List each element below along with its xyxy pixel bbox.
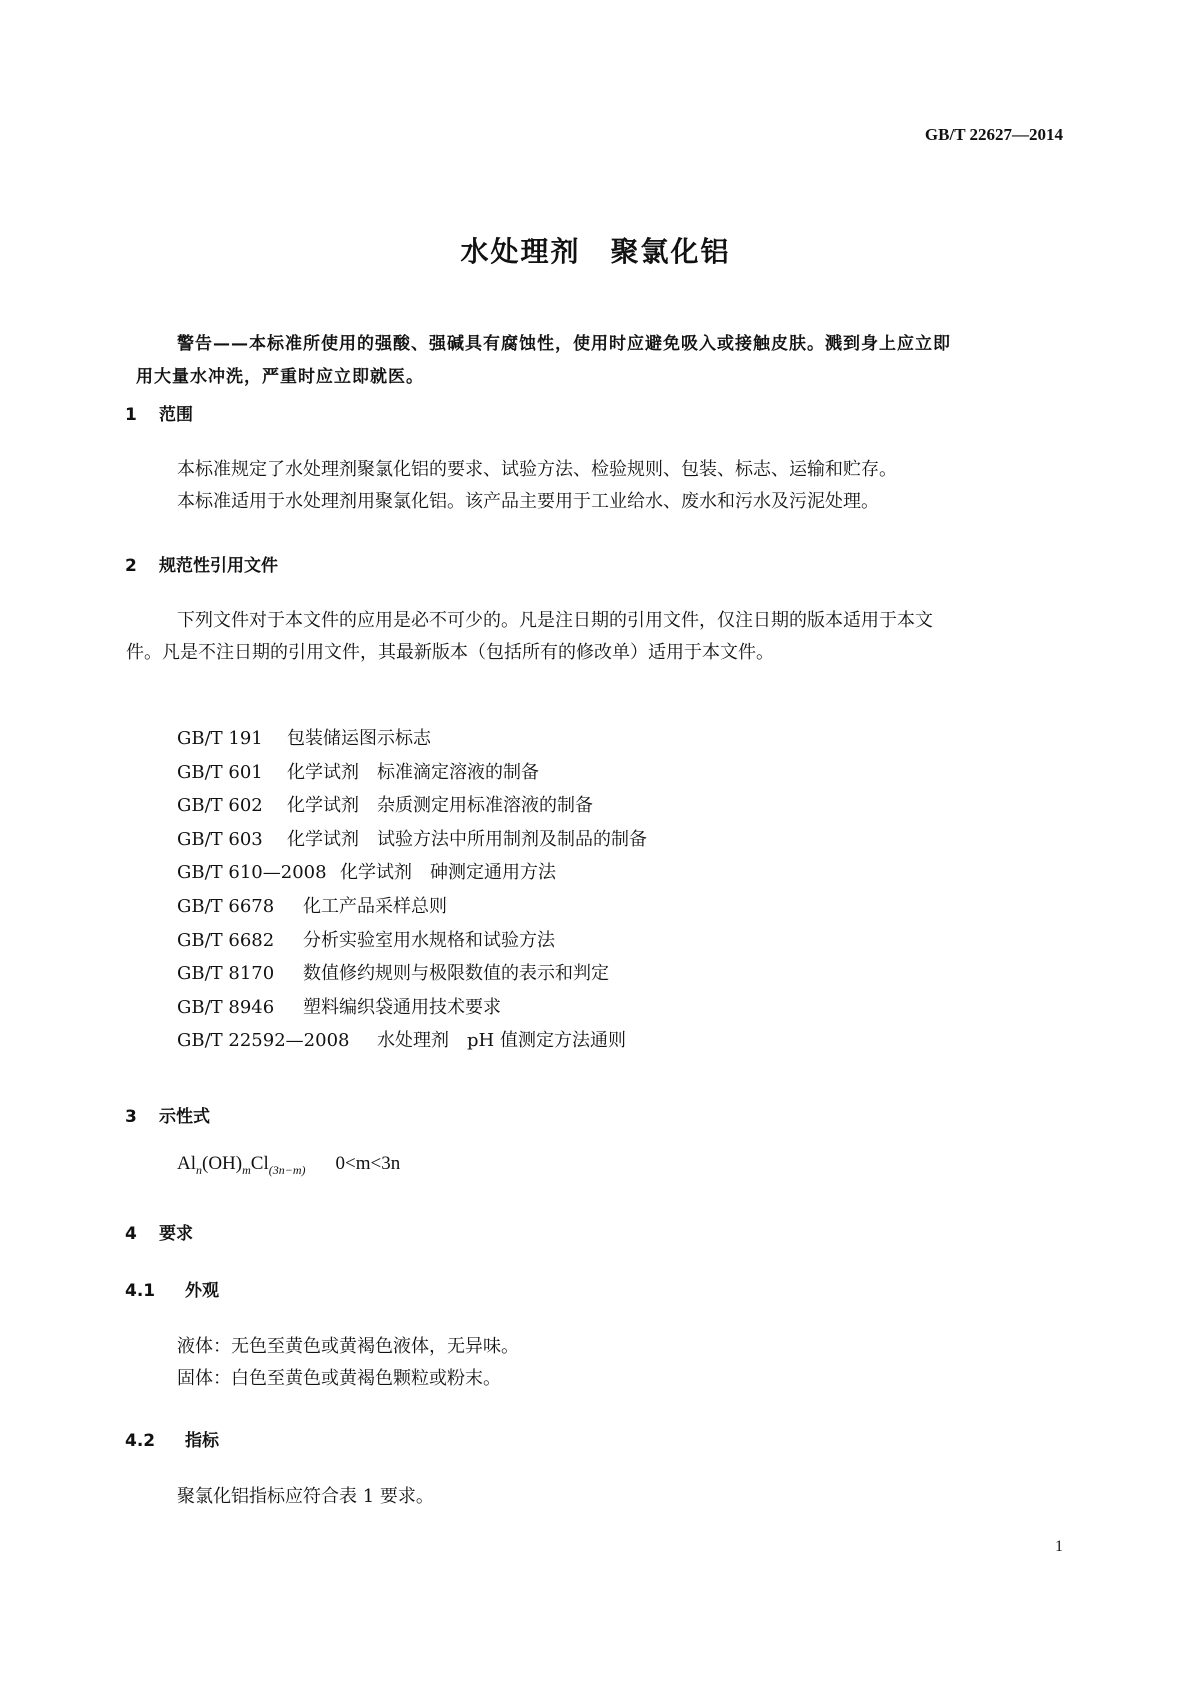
reference-item [177, 756, 647, 790]
appearance-paragraph: 固体：白色至黄色或黄褐色颗粒或粉末。 [177, 1368, 501, 1389]
page-number: 1 [1055, 1538, 1063, 1555]
reference-item [177, 722, 647, 756]
formula-oh-subscript: m [242, 1162, 251, 1177]
scope-paragraph: 本标准规定了水处理剂聚氯化铝的要求、试验方法、检验规则、包装、标志、运输和贮存。 [177, 459, 897, 480]
reference-code: GB/T 22592—2008 [177, 1030, 350, 1052]
reference-code: GB/T 6682 [177, 929, 275, 951]
reference-item [177, 890, 647, 924]
formula-al: Al [177, 1153, 196, 1174]
section-heading-requirements [125, 1219, 193, 1244]
reference-code: GB/T 6678 [177, 895, 275, 917]
reference-item [177, 823, 647, 857]
section-title: 要求 [159, 1224, 193, 1244]
reference-title: 分析实验室用水规格和试验方法 [303, 929, 555, 951]
subsection-heading-indicators [125, 1426, 219, 1451]
indicators-paragraph: 聚氯化铝指标应符合表 1 要求。 [177, 1486, 434, 1507]
formula-oh: (OH) [202, 1153, 243, 1174]
reference-list [177, 722, 647, 1058]
reference-code: GB/T 191 [177, 728, 263, 749]
reference-item [177, 856, 647, 890]
reference-title: 化工产品采样总则 [303, 895, 447, 917]
warning-line-1: 警告——本标准所使用的强酸、强碱具有腐蚀性，使用时应避免吸入或接触皮肤。溅到身上应立即 [177, 334, 951, 354]
appearance-paragraph: 液体：无色至黄色或黄褐色液体，无异味。 [177, 1336, 519, 1357]
section-title: 规范性引用文件 [159, 556, 278, 576]
references-intro-line: 件。凡是不注日期的引用文件，其最新版本（包括所有的修改单）适用于本文件。 [126, 642, 774, 663]
document-title: 水处理剂 聚氯化铝 [460, 235, 731, 268]
references-intro-line: 下列文件对于本文件的应用是必不可少的。凡是注日期的引用文件，仅注日期的版本适用于本文 [177, 610, 933, 631]
reference-code: GB/T 603 [177, 828, 263, 850]
section-heading-normative-references [125, 551, 278, 576]
section-number: 4.2 [125, 1431, 156, 1451]
formula-al-subscript: n [196, 1162, 202, 1177]
reference-code: GB/T 610—2008 [177, 862, 327, 884]
reference-code: GB/T 8170 [177, 963, 275, 985]
warning-notice [136, 328, 1060, 394]
formula-cl-subscript: (3n−m) [268, 1162, 306, 1177]
reference-code: GB/T 602 [177, 795, 263, 817]
section-number: 4 [125, 1224, 137, 1244]
reference-item [177, 1024, 647, 1058]
reference-title: 数值修约规则与极限数值的表示和判定 [303, 963, 609, 985]
reference-code: GB/T 601 [177, 761, 263, 783]
reference-item [177, 957, 647, 991]
reference-code: GB/T 8946 [177, 996, 275, 1018]
section-title: 外观 [185, 1281, 219, 1301]
formula-cl: Cl [250, 1153, 269, 1174]
section-heading-formula [125, 1102, 210, 1127]
section-number: 2 [125, 556, 137, 576]
reference-item [177, 924, 647, 958]
section-title: 指标 [185, 1431, 219, 1451]
reference-item [177, 991, 647, 1025]
section-title: 示性式 [159, 1107, 210, 1127]
scope-paragraph: 本标准适用于水处理剂用聚氯化铝。该产品主要用于工业给水、废水和污水及污泥处理。 [177, 491, 879, 512]
reference-title: 水处理剂 pH 值测定方法通则 [377, 1030, 626, 1052]
reference-title: 包装储运图示标志 [287, 728, 431, 749]
reference-item [177, 789, 647, 823]
warning-line-2: 用大量水冲洗，严重时应立即就医。 [136, 367, 424, 387]
section-number: 1 [125, 405, 137, 425]
reference-title: 化学试剂 砷测定通用方法 [340, 862, 556, 884]
section-number: 4.1 [125, 1281, 156, 1301]
reference-title: 塑料编织袋通用技术要求 [303, 996, 501, 1018]
reference-title: 化学试剂 试验方法中所用制剂及制品的制备 [287, 828, 647, 850]
section-title: 范围 [159, 405, 193, 425]
formula-condition: 0<m<3n [335, 1153, 401, 1174]
standard-number: GB/T 22627—2014 [924, 125, 1063, 144]
subsection-heading-appearance [125, 1276, 219, 1301]
chemical-formula [177, 1153, 400, 1178]
section-number: 3 [125, 1107, 137, 1127]
reference-title: 化学试剂 标准滴定溶液的制备 [287, 761, 539, 783]
reference-title: 化学试剂 杂质测定用标准溶液的制备 [287, 795, 593, 817]
section-heading-scope [125, 400, 193, 425]
